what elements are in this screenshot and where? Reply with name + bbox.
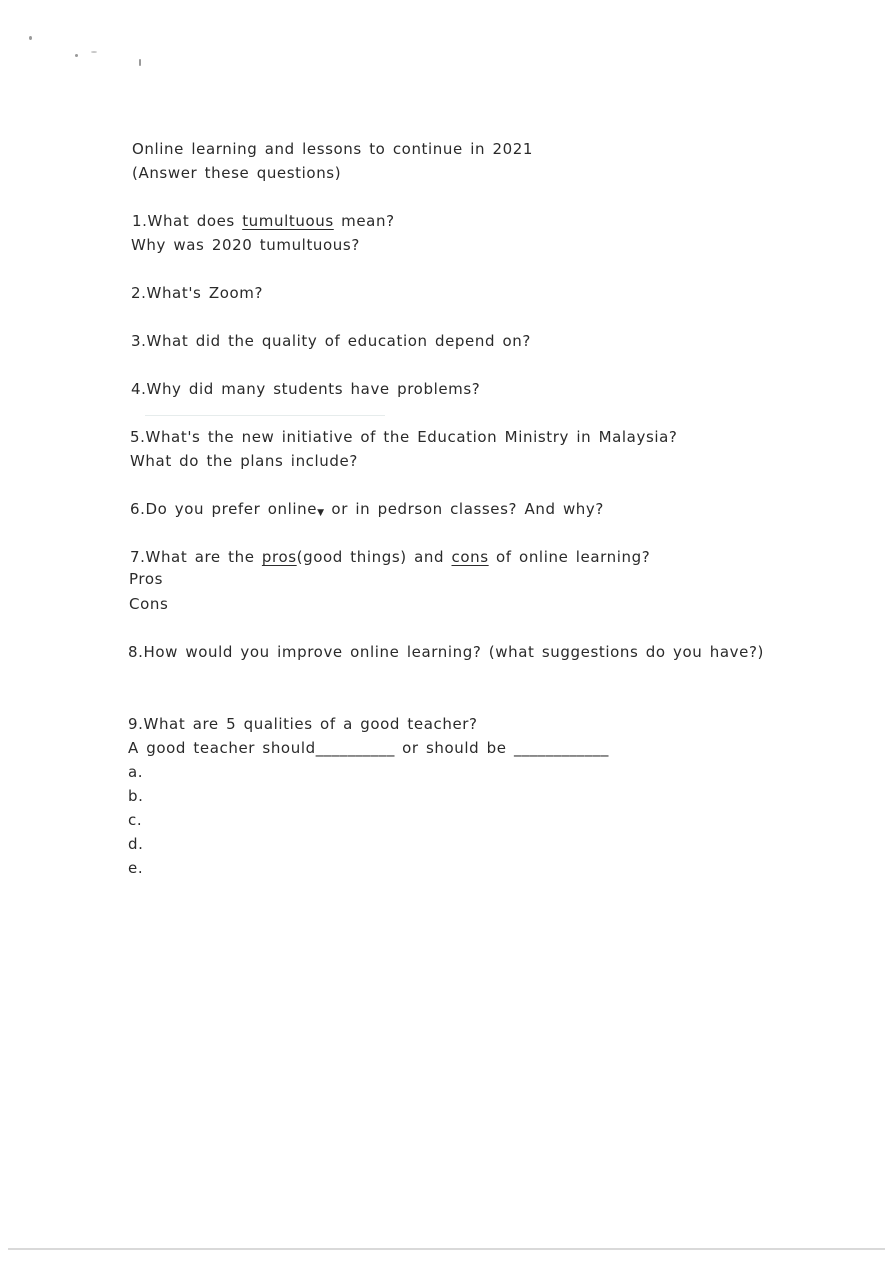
- question-1-prefix: 1.What does: [132, 212, 243, 230]
- question-1: [132, 211, 395, 231]
- scan-speck: [91, 51, 97, 53]
- question-7-cons: cons: [451, 548, 489, 566]
- question-1-term: tumultuous: [242, 212, 334, 230]
- question-1-suffix: mean?: [333, 212, 395, 230]
- scan-speck: [75, 54, 78, 57]
- list-item-a: a.: [128, 763, 144, 781]
- cons-label: Cons: [129, 595, 169, 613]
- question-7-suffix: of online learning?: [488, 548, 651, 566]
- question-8: 8.How would you improve online learning? (what suggestions do you have?): [128, 643, 764, 661]
- list-item-e: e.: [128, 859, 144, 877]
- pros-label: Pros: [129, 570, 164, 588]
- list-item-c: c.: [128, 811, 143, 829]
- question-4: 4.Why did many students have problems?: [131, 380, 481, 398]
- question-9-prompt-mid: or should be: [394, 739, 514, 757]
- worksheet-title: Online learning and lessons to continue in 2021: [132, 140, 534, 158]
- question-7-prefix: 7.What are the: [130, 548, 262, 566]
- answer-blank: __________: [315, 739, 395, 757]
- question-3: 3.What did the quality of education depend on?: [131, 332, 531, 350]
- question-9: 9.What are 5 qualities of a good teacher?: [128, 715, 478, 733]
- list-item-d: d.: [128, 835, 144, 853]
- question-5: 5.What's the new initiative of the Education Ministry in Malaysia?: [130, 428, 678, 446]
- scan-speck: [29, 36, 32, 40]
- worksheet-instruction: (Answer these questions): [132, 164, 342, 182]
- scan-speck: [139, 59, 141, 66]
- scan-bottom-edge: [8, 1248, 885, 1250]
- question-5-followup: What do the plans include?: [130, 452, 358, 470]
- question-1-followup: Why was 2020 tumultuous?: [131, 236, 360, 254]
- question-7-pros: pros: [261, 548, 297, 566]
- ink-mark-icon: ▼: [317, 508, 325, 518]
- answer-blank: ____________: [513, 739, 609, 757]
- question-6-part2: or in pedrson classes? And why?: [324, 500, 604, 518]
- question-9-prompt: [128, 738, 609, 758]
- list-item-b: b.: [128, 787, 144, 805]
- question-7-middle: (good things) and: [296, 548, 452, 566]
- question-6-part1: 6.Do you prefer online: [130, 500, 318, 518]
- question-6: [130, 499, 604, 522]
- question-7: [130, 547, 650, 567]
- faint-rule: [145, 415, 385, 416]
- question-2: 2.What's Zoom?: [131, 284, 264, 302]
- question-9-prompt-start: A good teacher should: [128, 739, 316, 757]
